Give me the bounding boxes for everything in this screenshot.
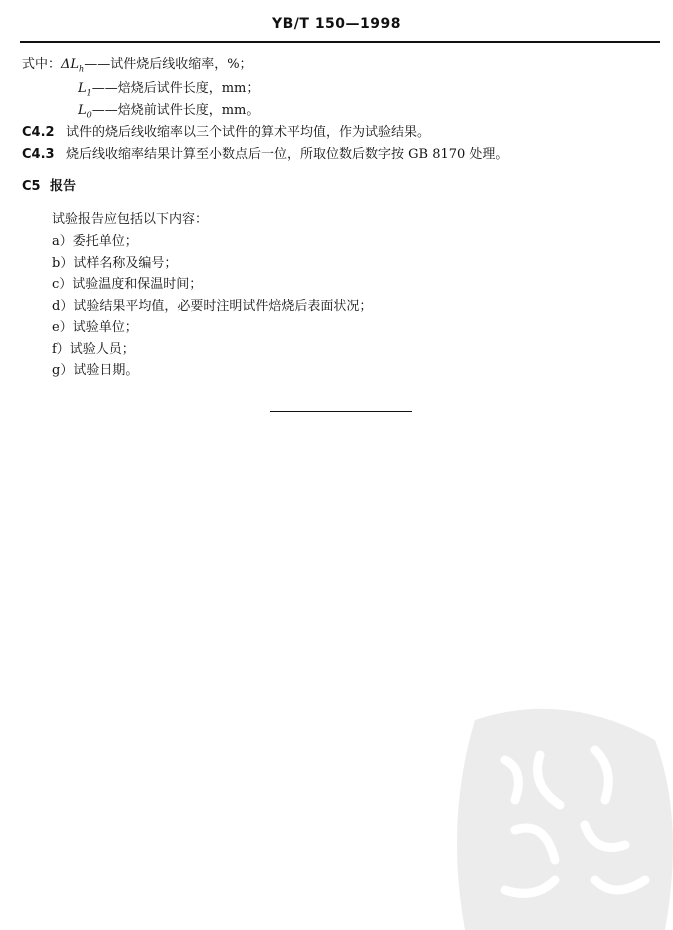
end-of-document-rule bbox=[270, 411, 412, 412]
dash: —— bbox=[84, 57, 111, 72]
symbol-delta-lh: ΔL bbox=[61, 57, 80, 72]
definition-text: 试件烧后线收缩率，%； bbox=[110, 57, 253, 72]
report-item-g: g）试验日期。 bbox=[52, 363, 139, 378]
report-item-a: a）委托单位； bbox=[52, 234, 138, 249]
dash: —— bbox=[91, 81, 118, 96]
clause-c4-2 bbox=[22, 124, 430, 142]
formula-note-line-1 bbox=[22, 56, 253, 79]
clause-number: C4.3 bbox=[22, 147, 55, 162]
section-heading-c5 bbox=[22, 178, 76, 196]
report-intro: 试验报告应包括以下内容： bbox=[52, 212, 209, 227]
definition-text: 焙烧后试件长度，mm； bbox=[117, 81, 260, 96]
dash: —— bbox=[91, 103, 118, 118]
report-item-d: d）试验结果平均值，必要时注明试件焙烧后表面状况； bbox=[52, 299, 373, 314]
report-item-b: b）试样名称及编号； bbox=[52, 256, 178, 271]
clause-c4-3 bbox=[22, 146, 508, 164]
symbol-l0: L bbox=[78, 103, 87, 118]
section-title: 报告 bbox=[50, 179, 77, 194]
clause-text: 烧后线收缩率结果计算至小数点后一位，所取位数后数字按 GB 8170 处理。 bbox=[66, 147, 509, 162]
definition-text: 焙烧前试件长度，mm。 bbox=[117, 103, 260, 118]
report-item-e: e）试验单位； bbox=[52, 320, 138, 335]
section-number: C5 bbox=[22, 179, 41, 194]
page-header bbox=[0, 16, 673, 44]
clause-number: C4.2 bbox=[22, 125, 55, 140]
header-rule bbox=[20, 41, 660, 43]
report-item-c: c）试验温度和保温时间； bbox=[52, 277, 203, 292]
formula-note-intro: 式中： bbox=[22, 57, 62, 72]
seal-watermark bbox=[445, 700, 673, 930]
clause-text: 试件的烧后线收缩率以三个试件的算术平均值，作为试验结果。 bbox=[66, 125, 431, 140]
report-item-f: f）试验人员； bbox=[52, 342, 135, 357]
formula-note-line-3 bbox=[78, 102, 259, 125]
formula-note-line-2 bbox=[78, 80, 259, 103]
standard-code: YB/T 150—1998 bbox=[271, 16, 402, 32]
symbol-subscript: 1 bbox=[86, 88, 92, 98]
symbol-subscript: 0 bbox=[86, 110, 92, 120]
symbol-l1: L bbox=[78, 81, 87, 96]
symbol-subscript: h bbox=[79, 64, 85, 74]
